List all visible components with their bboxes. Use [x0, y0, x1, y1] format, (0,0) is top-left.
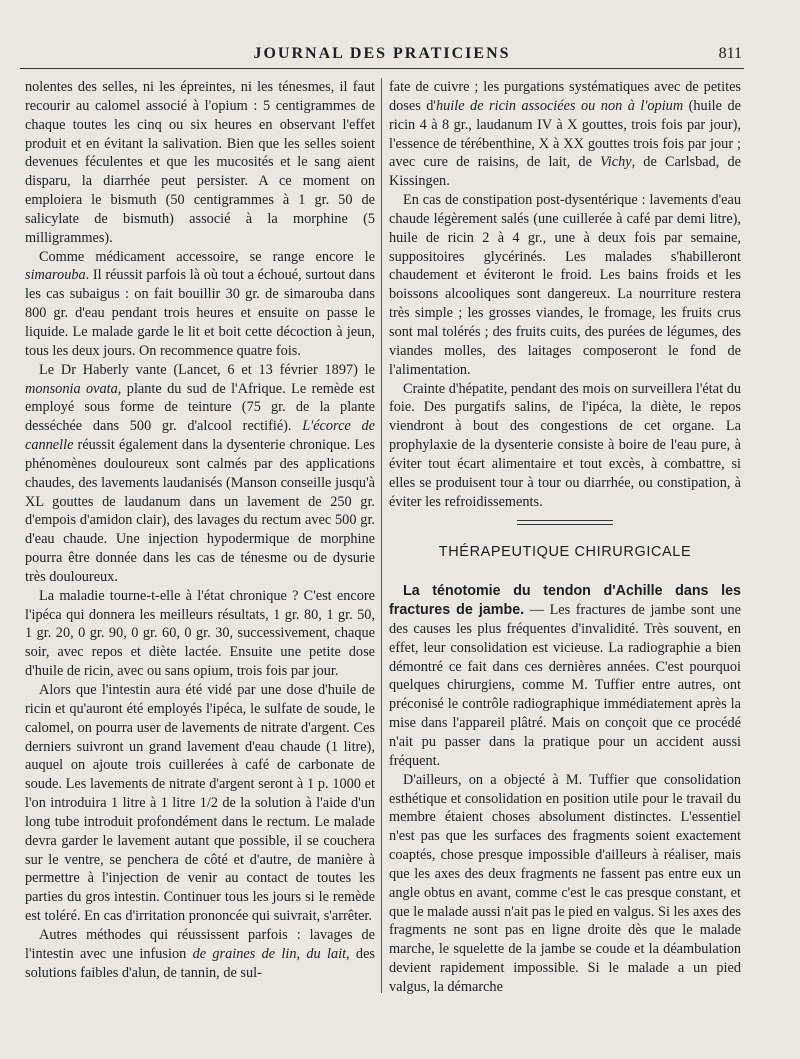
- left-column: [25, 78, 375, 983]
- paragraph: Comme médicament accessoire, se range encore le simarouba. Il réussit parfois là où tout a échoué, surtout dans les cas subaigus : on fait bouillir 30 gr. de simarouba dans 800 gr. d'eau pendant trois heures et ensuite on passe le liquide. Le malade garde le lit et boit cette décoction à jeun, tous les deux jours. On recommence quatre fois.: [25, 248, 375, 359]
- page-header: [20, 38, 744, 69]
- paragraph: fate de cuivre ; les purgations systématiques avec de petites doses d'huile de ricin associées ou non à l'opium (huile de ricin 4 à 8 gr., laudanum IV à X gouttes, trois fois par jour), l'essence de térébenthine, X à XX gouttes trois fois par jour ; avec cure de raisins, de lait, de Vichy, de Carlsbad, de Kissingen.: [389, 79, 741, 190]
- section-title: THÉRAPEUTIQUE CHIRURGICALE: [438, 544, 692, 561]
- paragraph: La ténotomie du tendon d'Achille dans les fractures de jambe. — Les fractures de jambe sont une des causes les plus fréquentes d'invalidité. Très souvent, en effet, leur consolidation est vicieuse. La radiographie a bien démontré ce fait dans ces dernières années. C'est pourquoi quelques chirurgiens, comme M. Tuffier entre autres, ont préconisé le contrôle radiographique immédiatement après la mise dans l'appareil plâtré. Mais on conçoit que ce procédé n'ait pu passer dans la pratique pour un accident aussi fréquent.: [389, 583, 742, 769]
- running-title: JOURNAL DES PRATICIENS: [253, 45, 511, 62]
- paragraph: Le Dr Haberly vante (Lancet, 6 et 13 février 1897) le monsonia ovata, plante du sud de l'Afrique. Le remède est employé sous forme de teinture (75 gr. de la plante desséchée dans 500 gr. d'alcool rectifié). L'écorce de cannelle réussit également dans la dysenterie chronique. Les phénomènes douloureux sont calmés par des applications chaudes, des lavements laudanisés (Manson conseille jusqu'à XL gouttes de laudanum dans un lavement de 250 gr. d'empois d'amidon clair), des lavages du rectum avec 500 gr. d'eau chaude. Une injection hypodermique de morphine pourra être donnée dans les cas de ténesme ou de dysurie très douloureux.: [25, 361, 375, 585]
- page-number: 811: [718, 45, 742, 62]
- paragraph: nolentes des selles, ni les épreintes, ni les ténesmes, il faut recourir au calomel associé à l'opium : 5 centigrammes de chaque toutes les cinq ou six heures en observant l'effet produit et en évitant la salivation. Bien que les selles soient devenues féculentes et que les mucosités et le sang aient disparu, la diarrhée peut persister. A ce moment on emploiera le bismuth (50 centigrammes à 1 gr. 50 de salicylate de bismuth) associé à la morphine (5 milligrammes).: [25, 79, 375, 246]
- right-column: [389, 78, 741, 997]
- paragraph: Autres méthodes qui réussissent parfois : lavages de l'intestin avec une infusion de graines de lin, du lait, des solutions faibles d'alun, de tannin, de sul-: [25, 926, 375, 981]
- paragraph: La maladie tourne-t-elle à l'état chronique ? C'est encore l'ipéca qui donnera les meilleurs résultats, 1 gr. 80, 1 gr. 50, 1 gr. 20, 0 gr. 90, 0 gr. 60, 0 gr. 30, successivement, chaque soir, avec repos et diète lactée. Ensuite une petite dose d'huile de ricin, avec ou sans opium, trois fois par jour.: [25, 587, 375, 680]
- paragraph: En cas de constipation post-dysentérique : lavements d'eau chaude légèrement salés (une cuillerée à café par demi litre), huile de ricin 2 à 4 gr., une à deux fois par semaine, suppositoires glycérinés. Les malades s'habilleront chaudement et éviteront le froid. Les bains froids et les boissons alcooliques sont dangereux. La nourriture restera très simple ; les grosses viandes, le fromage, les fruits crus sont mal tolérés ; des fruits cuits, des purées de légumes, des viandes molles, des laitages composeront le fond de l'alimentation.: [389, 192, 741, 378]
- section-separator: [517, 520, 613, 525]
- column-divider: [381, 78, 382, 993]
- article-title: La ténotomie du tendon d'Achille dans les fractures de jambe.: [389, 583, 741, 619]
- paragraph: D'ailleurs, on a objecté à M. Tuffier que consolidation esthétique et consolidation en position utile pour le travail du membre étaient choses absolument distinctes. L'essentiel n'est pas que les surfaces des fragments soient exactement coaptés, chose presque impossible d'ailleurs à réaliser, mais que les axes des deux fragments ne fassent pas entre eux un angle obtus en avant, comme c'est le cas presque constant, et que le malade aussi n'ait pas le pied en valgus. Si les axes des fragments ne sont pas en ligne droite dès que le malade marche, le squelette de la jambe se coude et la déambulation devient rapidement impossible. Si le malade a un pied valgus, la démarche: [389, 771, 741, 995]
- paragraph: Alors que l'intestin aura été vidé par une dose d'huile de ricin et qu'auront été employés l'ipéca, le sulfate de soude, le calomel, on pourra user de lavements de nitrate d'argent. Ces derniers suivront un grand lavement d'eau chaude (1 litre), auquel on ajoute trois cuillerées à café de carbonate de soude. Les lavements de nitrate d'argent seront à 1 p. 1000 et l'on introduira 1 litre à 1 litre 1/2 de la solution à l'aide d'un long tube introduit profondément dans le rectum. Le malade devra garder le lavement autant que possible, il se couchera sur le ventre, se penchera de côté et d'autre, de manière à permettre à l'injection de venir au contact de toutes les parties du gros intestin. Continuer tous les jours si le remède est toléré. En cas d'irritation prononcée qui suivrait, s'arrêter.: [25, 682, 375, 925]
- paragraph: Crainte d'hépatite, pendant des mois on surveillera l'état du foie. Des purgatifs salins, de l'ipéca, la diète, le repos viendront à bout des congestions de cet organe. La prophylaxie de la dysenterie consiste à boire de l'eau pure, à éviter tout écart alimentaire et tout excès, à combattre, si elles se produisent tour à tour ou diarrhée, ou constipation, à éviter les refroidissements.: [389, 380, 741, 510]
